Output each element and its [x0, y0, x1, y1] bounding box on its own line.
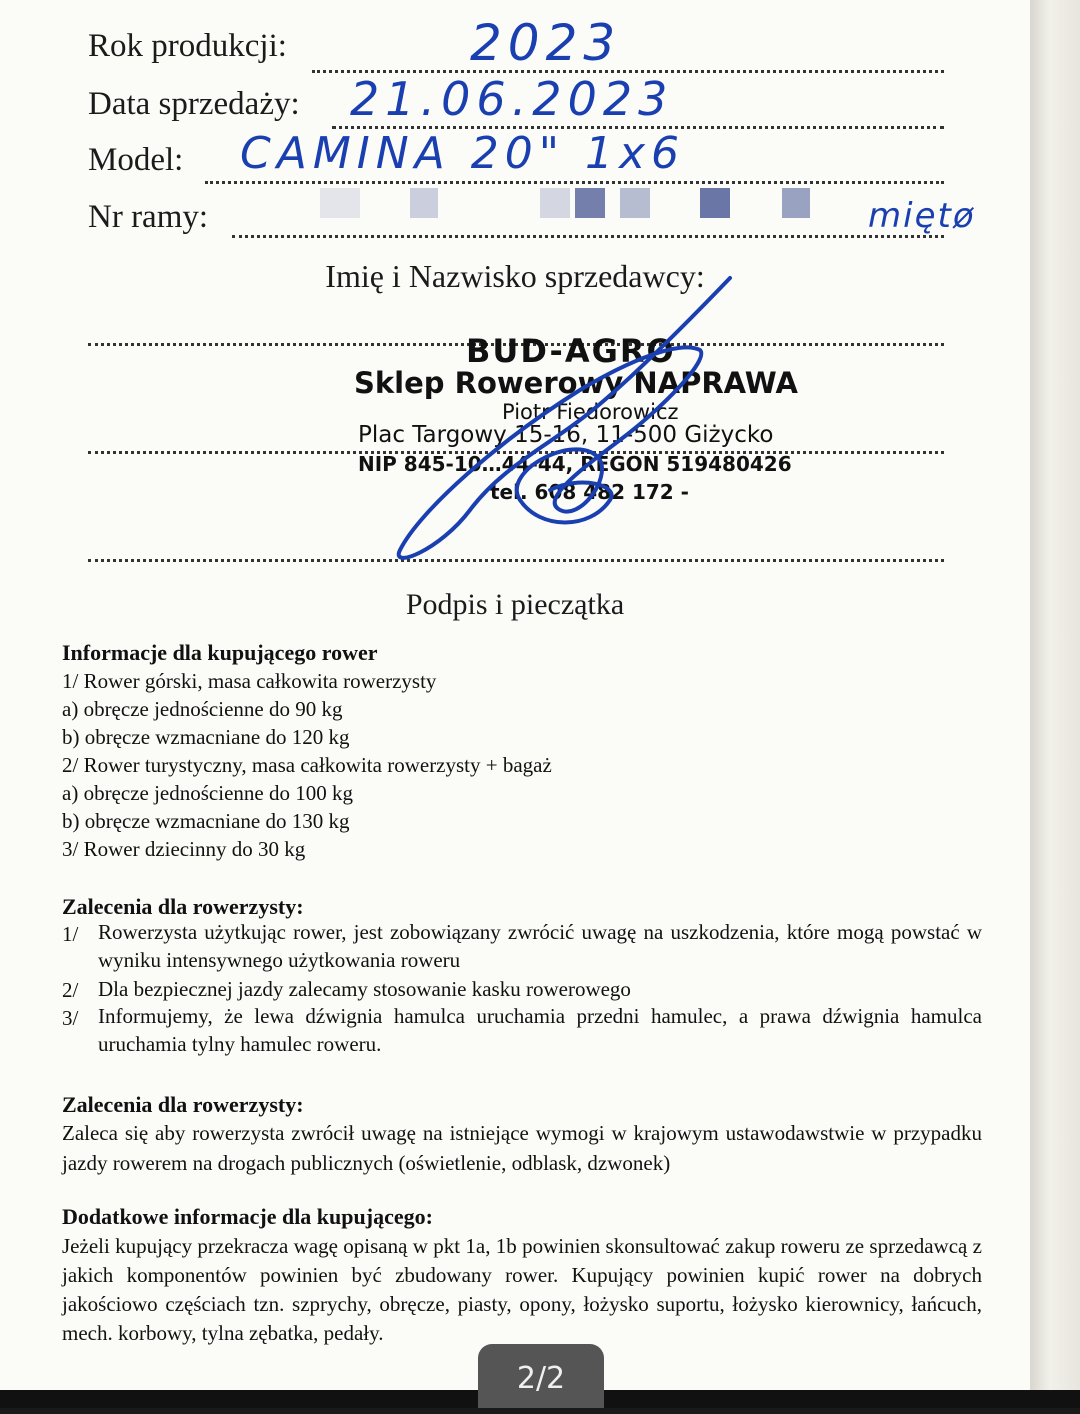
info-line: 1/ Rower górski, masa całkowita rowerzysty [62, 669, 437, 693]
frame-dotted-line [232, 235, 944, 238]
recommendation-text: Rowerzysta użytkując rower, jest zobowiązany zwrócić uwagę na uszkodzenia, które mogą powstać w wyniku intensywnego użytkowania roweru [98, 920, 982, 972]
info-line: 3/ Rower dziecinny do 30 kg [62, 837, 306, 861]
info-line: b) obręcze wzmacniane do 120 kg [62, 725, 350, 749]
recommendations-heading: Zalecenia dla rowerzysty: [62, 894, 304, 919]
info-line: a) obręcze jednościenne do 100 kg [62, 781, 353, 805]
legal-requirements-text: Zaleca się aby rowerzysta zwrócił uwagę na istniejące wymogi w krajowym ustawodawstwie w przypadku jazdy rowerem na drogach publicznych (oświetlenie, odblask, dzwonek) [62, 1121, 982, 1175]
additional-info-heading: Dodatkowe informacje dla kupującego: [62, 1204, 433, 1229]
sale-date-handwritten-value: 21.06.2023 [350, 72, 674, 126]
stamp-phone: tel. 608 482 172 - [490, 480, 689, 504]
redaction-block [620, 188, 650, 218]
stamp-tax-ids: NIP 845-10…44-44, REGON 519480426 [358, 452, 792, 476]
info-line: b) obręcze wzmacniane do 130 kg [62, 809, 350, 833]
stamp-shop-name: Sklep Rowerowy NAPRAWA [354, 366, 798, 400]
recommendation-number: 1/ [62, 922, 79, 946]
stamp-address: Plac Targowy 15-16, 11-500 Giżycko [358, 422, 774, 448]
stamp-company-name: BUD-AGRO [466, 332, 676, 370]
additional-info-text: Jeżeli kupujący przekracza wagę opisaną w pkt 1a, 1b powinien skonsultować zakup roweru ze sprzedawcą z jakich komponentów powinien być zbudowany rower. Kupujący powinien kupić rower na dobrych jakościowo częściach tzn. szprychy, obręcze, piasty, opony, łożysko suportu, łożysko kierownicy, łańcuch, mech. korbowy, tylna zębatka, pedały. [62, 1234, 982, 1345]
model-dotted-line [205, 181, 944, 184]
recommendation-text: Informujemy, że lewa dźwignia hamulca uruchamia przedni hamulec, a prawa dźwignia hamulca uruchamia tylny hamulec roweru. [98, 1004, 982, 1056]
redaction-block [320, 188, 360, 218]
page-indicator: 2/2 [478, 1344, 604, 1408]
sale-date-label: Data sprzedaży: [88, 86, 300, 122]
redaction-block [782, 188, 810, 218]
frame-handwritten-note: miętø [868, 196, 976, 236]
stamp-owner: Piotr Fiedorowicz [502, 400, 679, 424]
recommendation-text: Dla bezpiecznej jazdy zalecamy stosowanie kasku rowerowego [98, 977, 631, 1001]
redaction-block [575, 188, 605, 218]
redaction-block [410, 188, 438, 218]
model-handwritten-value: CAMINA 20" 1x6 [240, 128, 686, 179]
redaction-block [540, 188, 570, 218]
info-line: a) obręcze jednościenne do 90 kg [62, 697, 343, 721]
seller-name-heading: Imię i Nazwisko sprzedawcy: [325, 258, 705, 294]
recommendations-heading-2: Zalecenia dla rowerzysty: [62, 1092, 304, 1117]
next-page-edge [1030, 0, 1080, 1392]
model-label: Model: [88, 142, 184, 178]
redaction-block [700, 188, 730, 218]
year-label: Rok produkcji: [88, 28, 287, 64]
frame-number-label: Nr ramy: [88, 199, 209, 235]
recommendation-number: 2/ [62, 978, 79, 1002]
signature-and-stamp-caption: Podpis i pieczątka [405, 588, 625, 621]
recommendation-number: 3/ [62, 1006, 79, 1030]
buyer-info-heading: Informacje dla kupującego rower [62, 640, 378, 665]
info-line: 2/ Rower turystyczny, masa całkowita rowerzysty + bagaż [62, 753, 552, 777]
handwritten-signature [380, 270, 740, 580]
year-handwritten-value: 2023 [470, 14, 622, 72]
